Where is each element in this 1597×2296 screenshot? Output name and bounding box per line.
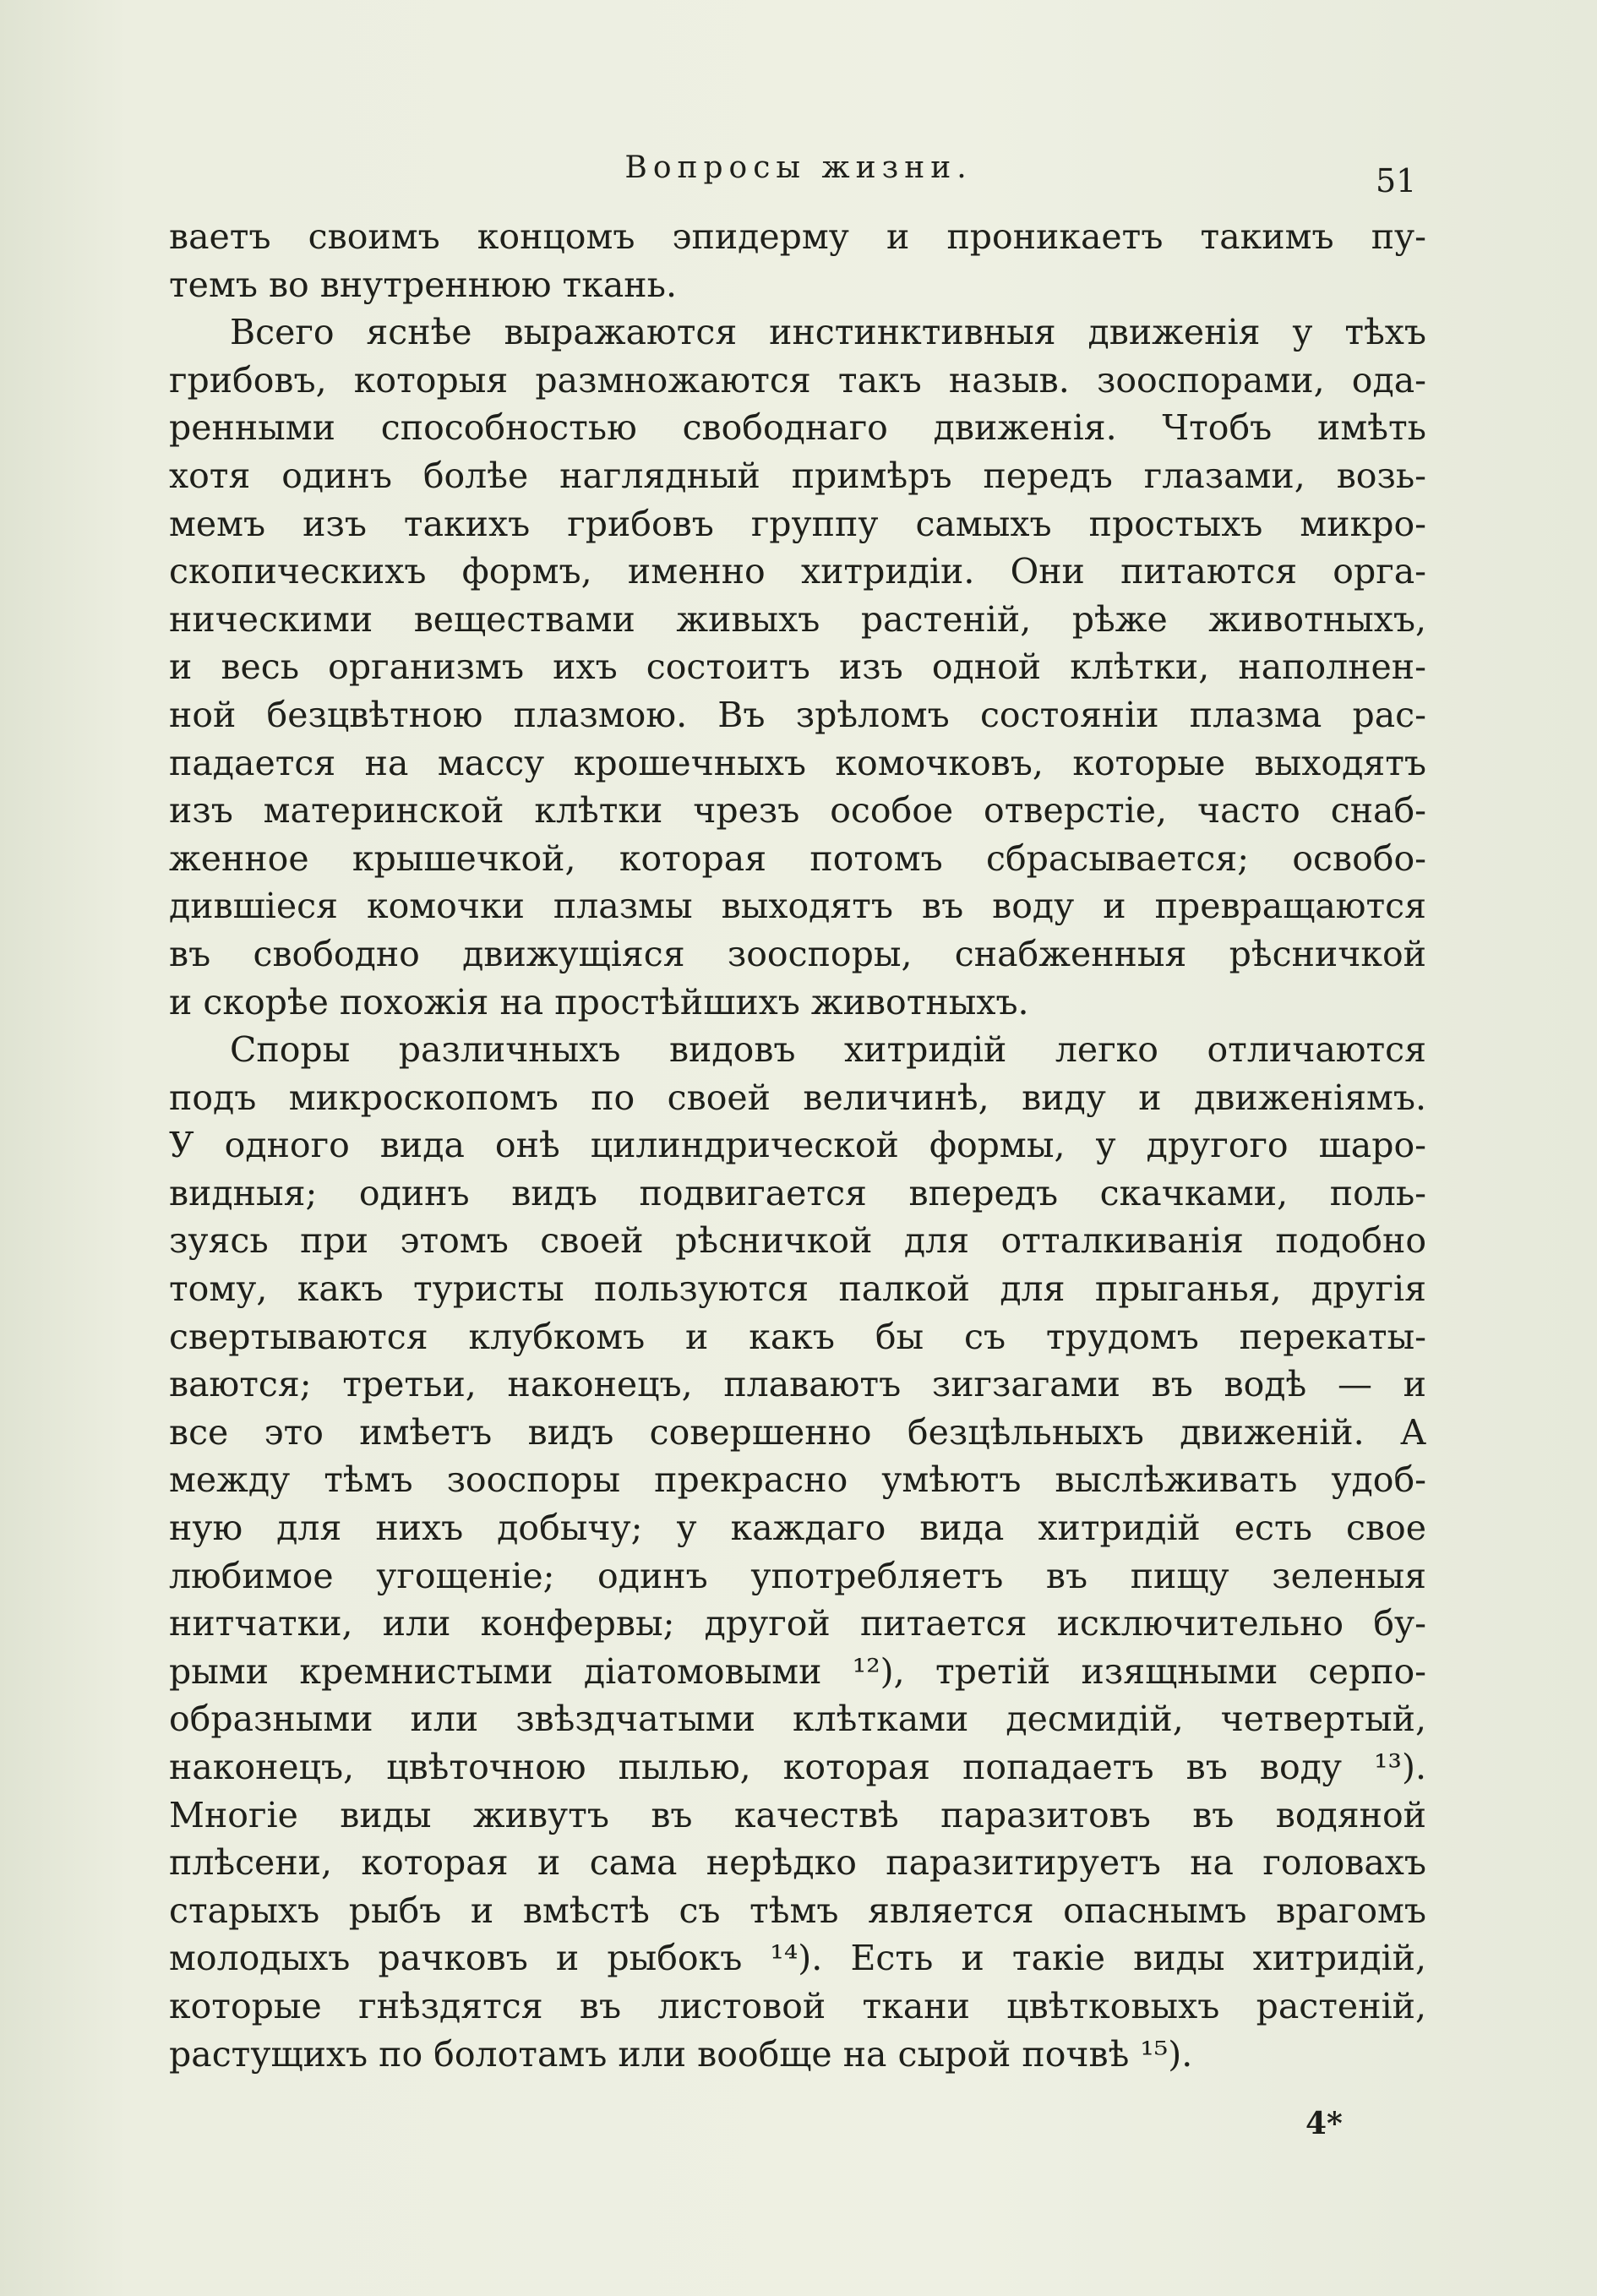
text-line: грибовъ, которыя размножаются такъ назыв. зооспорами, ода- (169, 359, 1426, 401)
page-number: 51 (1376, 162, 1417, 199)
text-line: старыхъ рыбъ и вмѣстѣ съ тѣмъ является опаснымъ врагомъ (169, 1890, 1426, 1931)
text-line: Споры различныхъ видовъ хитридій легко отличаются (230, 1029, 1426, 1071)
running-title: Вопросы жизни. (624, 150, 973, 185)
text-line: и скорѣе похожія на простѣйшихъ животныхъ. (169, 981, 1029, 1023)
text-line: рыми кремнистыми діатомовыми ¹²), третій изящными серпо- (169, 1650, 1426, 1692)
text-line: падается на массу крошечныхъ комочковъ, которые выходятъ (169, 742, 1426, 783)
text-line: ваетъ своимъ концомъ эпидерму и проникаетъ такимъ пу- (169, 216, 1426, 257)
text-line: хотя одинъ болѣе наглядный примѣръ передъ глазами, возь- (169, 455, 1426, 496)
text-line: молодыхъ рачковъ и рыбокъ ¹⁴). Есть и такіе виды хитридій, (169, 1938, 1426, 1979)
text-line: ническими веществами живыхъ растеній, рѣже животныхъ, (169, 598, 1426, 640)
text-line: ную для нихъ добычу; у каждаго вида хитридій есть свое (169, 1508, 1426, 1549)
text-line: темъ во внутреннюю ткань. (169, 264, 677, 305)
text-line: которые гнѣздятся въ листовой ткани цвѣтковыхъ растеній, (169, 1985, 1426, 2026)
text-line: образными или звѣздчатыми клѣтками десмидій, четвертый, (169, 1699, 1426, 1740)
text-line: свертываются клубкомъ и какъ бы съ трудомъ перекаты- (169, 1316, 1426, 1357)
signature-mark: 4* (1305, 2106, 1343, 2141)
text-line: Всего яснѣе выражаются инстинктивныя движенія у тѣхъ (230, 312, 1426, 353)
text-line: У одного вида онѣ цилиндрической формы, у другого шаро- (169, 1125, 1426, 1166)
text-line: ренными способностью свободнаго движенія. Чтобъ имѣть (169, 407, 1426, 449)
text-line: ной безцвѣтною плазмою. Въ зрѣломъ состояніи плазма рас- (169, 694, 1426, 735)
text-line: нитчатки, или конфервы; другой питается исключительно бу- (169, 1603, 1426, 1644)
text-line: растущихъ по болотамъ или вообще на сырой почвѣ ¹⁵). (169, 2033, 1193, 2075)
text-line: тому, какъ туристы пользуются палкой для прыганья, другія (169, 1268, 1426, 1310)
text-line: ваются; третьи, наконецъ, плаваютъ зигзагами въ водѣ — и (169, 1364, 1426, 1405)
text-line: наконецъ, цвѣточною пылью, которая попадаетъ въ воду ¹³). (169, 1747, 1426, 1787)
text-line: видныя; одинъ видъ подвигается впередъ скачками, поль- (169, 1172, 1426, 1213)
text-line: женное крышечкой, которая потомъ сбрасывается; освобо- (169, 837, 1426, 879)
text-line: дившіеся комочки плазмы выходятъ въ воду и превращаются (169, 886, 1426, 927)
text-line: Многіе виды живутъ въ качествѣ паразитовъ въ водяной (169, 1794, 1426, 1835)
text-line: любимое угощеніе; одинъ употребляетъ въ пищу зеленыя (169, 1555, 1426, 1596)
text-line: мемъ изъ такихъ грибовъ группу самыхъ простыхъ микро- (169, 503, 1426, 544)
text-line: въ свободно движущіяся зооспоры, снабженныя рѣсничкой (169, 933, 1426, 974)
text-line: подъ микроскопомъ по своей величинѣ, виду и движеніямъ. (169, 1077, 1426, 1118)
text-line: изъ материнской клѣтки чрезъ особое отверстіе, часто снаб- (169, 790, 1426, 832)
text-line: и весь организмъ ихъ состоитъ изъ одной клѣтки, наполнен- (169, 646, 1426, 688)
body-text (169, 213, 1426, 2078)
text-line: скопическихъ формъ, именно хитридіи. Они питаются орга- (169, 551, 1426, 592)
text-line: зуясь при этомъ своей рѣсничкой для отталкиванія подобно (169, 1220, 1426, 1262)
text-line: плѣсени, которая и сама нерѣдко паразитируетъ на головахъ (169, 1842, 1426, 1884)
text-line: между тѣмъ зооспоры прекрасно умѣютъ выслѣживать удоб- (169, 1459, 1426, 1501)
text-line: все это имѣетъ видъ совершенно безцѣльныхъ движеній. А (169, 1411, 1426, 1453)
